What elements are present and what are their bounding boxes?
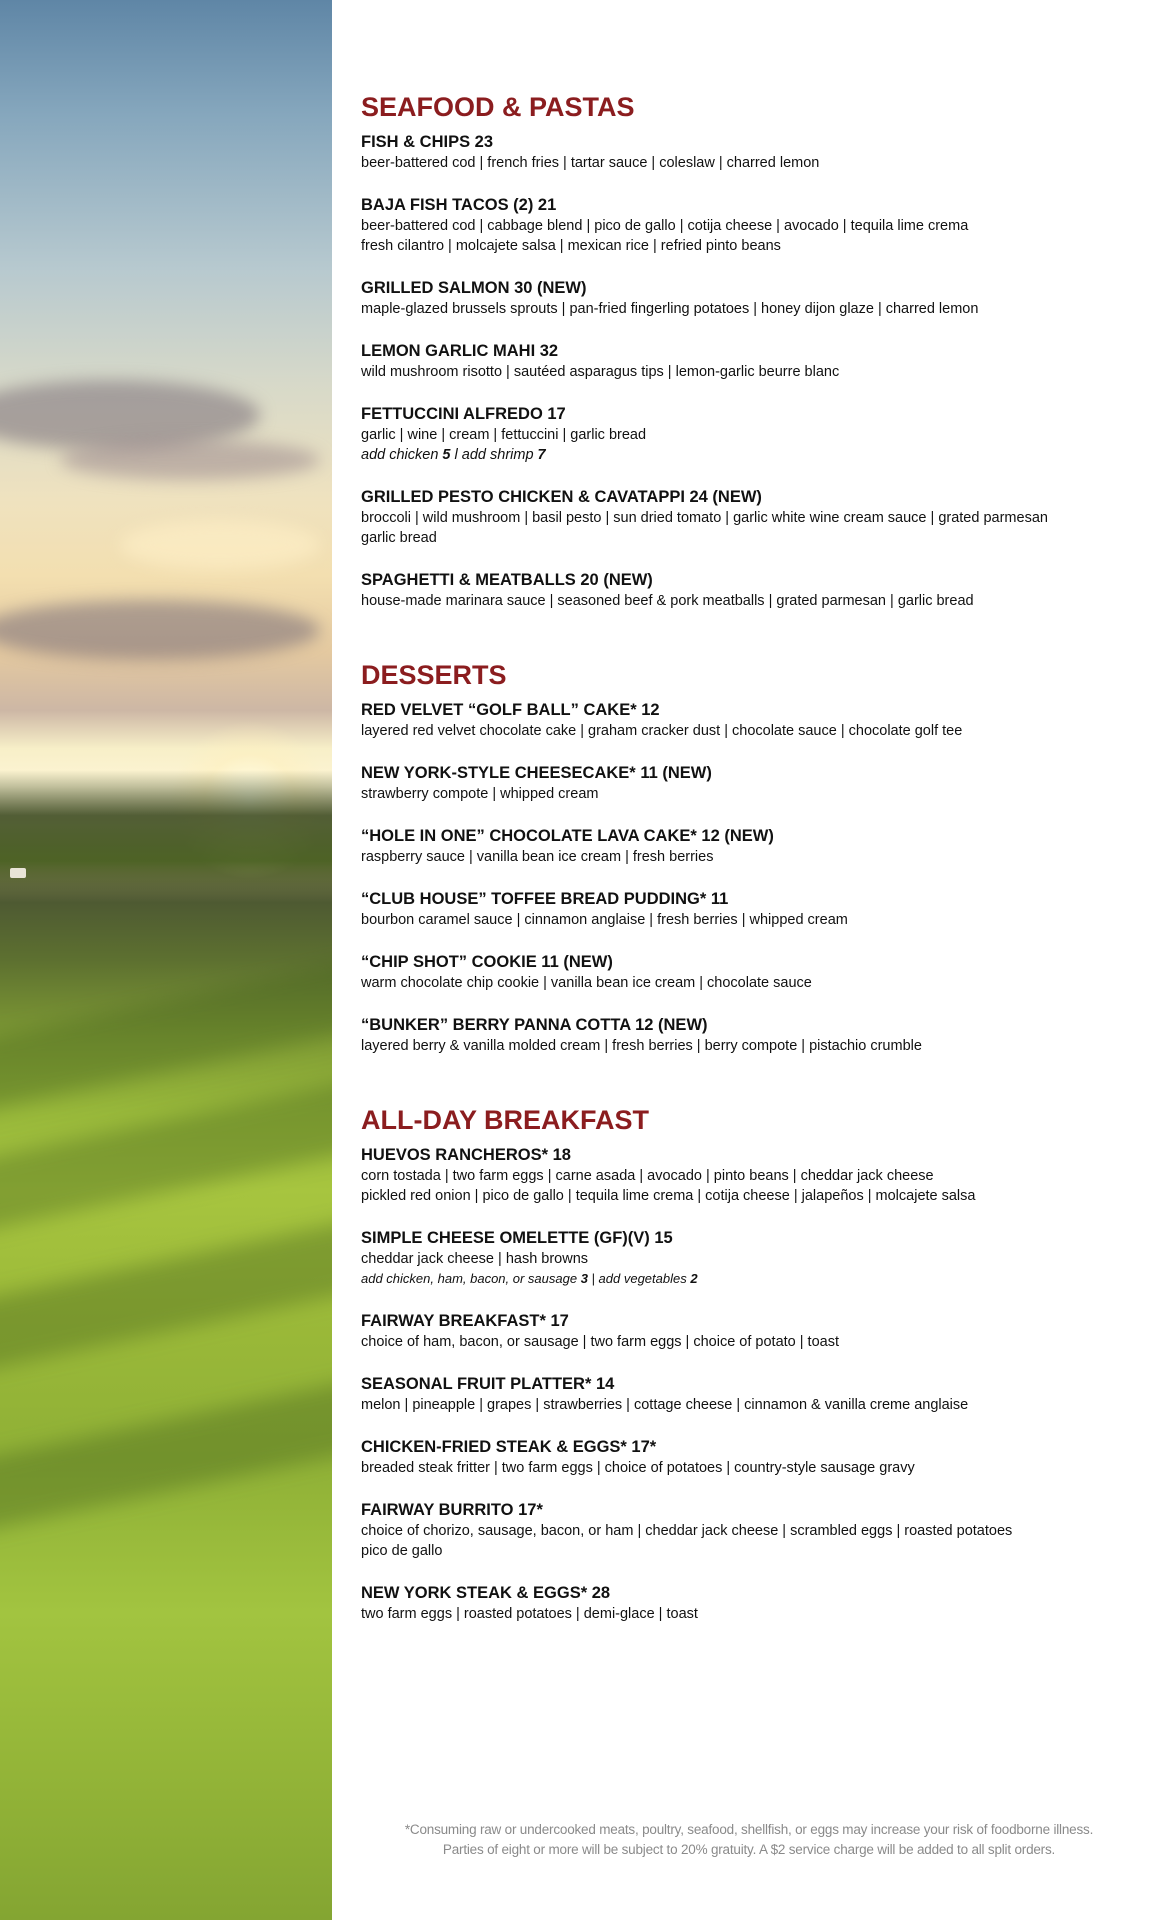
menu-item: [361, 340, 1141, 382]
menu-item-description: beer-battered cod | cabbage blend | pico de gallo | cotija cheese | avocado | tequila lime crema: [361, 218, 969, 234]
menu-item-description: strawberry compote | whipped cream: [361, 786, 599, 802]
sunlit-cloud: [120, 520, 320, 570]
footer-disclaimer: [332, 1820, 1166, 1860]
menu-item-name: “BUNKER” BERRY PANNA COTTA 12 (NEW): [361, 1016, 708, 1034]
menu-item-addons: [361, 1269, 1141, 1289]
menu-item: [361, 951, 1141, 993]
addon-price: 3: [580, 1271, 588, 1286]
menu-item-name: “CHIP SHOT” COOKIE 11 (NEW): [361, 953, 613, 971]
menu-content: [361, 90, 1141, 1645]
addon-label: add chicken, ham, bacon, or sausage: [361, 1271, 581, 1286]
menu-item-description: melon | pineapple | grapes | strawberries | cottage cheese | cinnamon & vanilla creme anglaise: [361, 1397, 969, 1413]
menu-item: [361, 1227, 1141, 1289]
menu-item-name: FAIRWAY BURRITO 17*: [361, 1501, 543, 1519]
menu-item-description: pico de gallo: [361, 1543, 443, 1559]
menu-item-name: CHICKEN-FRIED STEAK & EGGS* 17*: [361, 1438, 657, 1456]
menu-item-description: wild mushroom risotto | sautéed asparagus tips | lemon-garlic beurre blanc: [361, 364, 840, 380]
fairway-shadow: [0, 1217, 332, 1373]
menu-item-name: “CLUB HOUSE” TOFFEE BREAD PUDDING* 11: [361, 890, 729, 908]
addon-label: | add vegetables: [587, 1271, 691, 1286]
menu-section: [361, 658, 1141, 1056]
menu-item: [361, 762, 1141, 804]
menu-section: [361, 90, 1141, 611]
menu-item-description: fresh cilantro | molcajete salsa | mexican rice | refried pinto beans: [361, 238, 781, 254]
fairway-shadow: [0, 1077, 332, 1233]
footer-line-2: Parties of eight or more will be subject to 20% gratuity. A $2 service charge will be added to all split orders.: [442, 1842, 1056, 1857]
menu-item-description: house-made marinara sauce | seasoned beef & pork meatballs | grated parmesan | garlic bread: [361, 593, 974, 609]
menu-item-name: FAIRWAY BREAKFAST* 17: [361, 1312, 569, 1330]
fairway-shadow: [0, 957, 332, 1113]
menu-item-name: LEMON GARLIC MAHI 32: [361, 342, 559, 360]
menu-item-description: choice of chorizo, sausage, bacon, or ham | cheddar jack cheese | scrambled eggs | roasted potatoes: [361, 1523, 1013, 1539]
cloud: [0, 600, 320, 660]
cloud: [0, 380, 260, 450]
menu-item: [361, 277, 1141, 319]
menu-item-addons: [361, 445, 1141, 465]
menu-item: [361, 1436, 1141, 1478]
menu-item: [361, 1582, 1141, 1624]
menu-item-name: NEW YORK STEAK & EGGS* 28: [361, 1584, 611, 1602]
menu-item: [361, 486, 1141, 548]
menu-item-name: SEASONAL FRUIT PLATTER* 14: [361, 1375, 615, 1393]
menu-item-description: layered red velvet chocolate cake | graham cracker dust | chocolate sauce | chocolate golf tee: [361, 723, 963, 739]
menu-item: [361, 825, 1141, 867]
menu-item-description: garlic | wine | cream | fettuccini | garlic bread: [361, 427, 647, 443]
menu-item-description: breaded steak fritter | two farm eggs | choice of potatoes | country-style sausage gravy: [361, 1460, 915, 1476]
menu-item-name: NEW YORK-STYLE CHEESECAKE* 11 (NEW): [361, 764, 712, 782]
menu-item: [361, 194, 1141, 256]
menu-item-description: maple-glazed brussels sprouts | pan-fried fingerling potatoes | honey dijon glaze | charred lemon: [361, 301, 979, 317]
menu-item-name: GRILLED PESTO CHICKEN & CAVATAPPI 24 (NEW): [361, 488, 762, 506]
golf-cart: [10, 868, 26, 878]
fairway-shadow: [0, 1377, 332, 1533]
menu-item-description: layered berry & vanilla molded cream | fresh berries | berry compote | pistachio crumble: [361, 1038, 922, 1054]
menu-item-name: GRILLED SALMON 30 (NEW): [361, 279, 587, 297]
menu-item: [361, 1310, 1141, 1352]
menu-item-description: beer-battered cod | french fries | tartar sauce | coleslaw | charred lemon: [361, 155, 820, 171]
cloud: [60, 440, 320, 480]
menu-item: [361, 1014, 1141, 1056]
section-title: SEAFOOD & PASTAS: [361, 92, 635, 122]
menu-item-name: SPAGHETTI & MEATBALLS 20 (NEW): [361, 571, 653, 589]
menu-item-name: “HOLE IN ONE” CHOCOLATE LAVA CAKE* 12 (NEW): [361, 827, 774, 845]
menu-item: [361, 131, 1141, 173]
menu-item-description: garlic bread: [361, 530, 437, 546]
menu-item-description: broccoli | wild mushroom | basil pesto | sun dried tomato | garlic white wine cream sauce | grated parmesan: [361, 510, 1048, 526]
menu-section: [361, 1103, 1141, 1624]
menu-item-description: warm chocolate chip cookie | vanilla bean ice cream | chocolate sauce: [361, 975, 812, 991]
menu-item-name: SIMPLE CHEESE OMELETTE (GF)(V) 15: [361, 1229, 673, 1247]
section-title: ALL-DAY BREAKFAST: [361, 1105, 650, 1135]
menu-item-name: HUEVOS RANCHEROS* 18: [361, 1146, 571, 1164]
section-spacer: [361, 1077, 1141, 1103]
menu-item-name: RED VELVET “GOLF BALL” CAKE* 12: [361, 701, 660, 719]
menu-item: [361, 403, 1141, 465]
menu-item-description: corn tostada | two farm eggs | carne asada | avocado | pinto beans | cheddar jack cheese: [361, 1168, 934, 1184]
menu-item-name: FETTUCCINI ALFREDO 17: [361, 405, 566, 423]
addon-label: add chicken: [361, 447, 443, 463]
addon-price: 2: [690, 1271, 698, 1286]
menu-item: [361, 569, 1141, 611]
menu-item: [361, 1144, 1141, 1206]
addon-label: l add shrimp: [450, 447, 538, 463]
footer-line-1: *Consuming raw or undercooked meats, poultry, seafood, shellfish, or eggs may increase your risk of foodborne illness.: [404, 1822, 1094, 1837]
menu-item-name: BAJA FISH TACOS (2) 21: [361, 196, 557, 214]
menu-item: [361, 1373, 1141, 1415]
menu-item: [361, 888, 1141, 930]
tree-line: [0, 770, 332, 900]
section-title: DESSERTS: [361, 660, 507, 690]
menu-item-description: pickled red onion | pico de gallo | tequila lime crema | cotija cheese | jalapeños | molcajete salsa: [361, 1188, 976, 1204]
golf-course-photo: [0, 0, 332, 1920]
menu-item-description: choice of ham, bacon, or sausage | two farm eggs | choice of potato | toast: [361, 1334, 839, 1350]
menu-item-name: FISH & CHIPS 23: [361, 133, 494, 151]
menu-item-description: raspberry sauce | vanilla bean ice cream | fresh berries: [361, 849, 714, 865]
menu-item-description: two farm eggs | roasted potatoes | demi-glace | toast: [361, 1606, 698, 1622]
section-spacer: [361, 632, 1141, 658]
menu-item-description: cheddar jack cheese | hash browns: [361, 1251, 589, 1267]
addon-price: 5: [442, 447, 451, 463]
menu-item: [361, 699, 1141, 741]
menu-item: [361, 1499, 1141, 1561]
menu-item-description: bourbon caramel sauce | cinnamon anglaise | fresh berries | whipped cream: [361, 912, 848, 928]
addon-price: 7: [537, 447, 546, 463]
